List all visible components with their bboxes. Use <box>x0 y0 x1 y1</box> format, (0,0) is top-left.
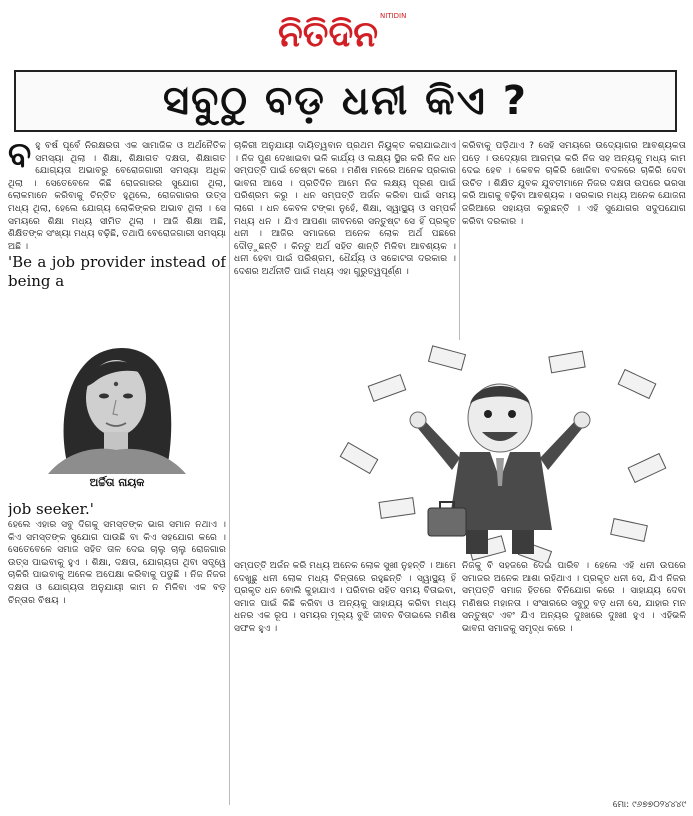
column-divider <box>459 140 460 340</box>
page-headline: ସବୁଠୁ ବଡ଼ ଧନୀ କିଏ ? <box>163 78 528 124</box>
article-text: ଚାକିରୀ ଅନୁଯାୟୀ ଦାୟିତ୍ୱବାନ ପ୍ରଥମ ନିୟୁକ୍ତ କରାଯାଇଥାଏ । ନିଜ ପୁଣ ଦେଖାଇବା ଭଳି କାର୍ଯ୍ୟ ଓ ଲକ୍ଷ୍ୟ ସ୍ଥିର କରି ନିଜ ଧନ ସମ୍ପତ୍ତି ପାଇଁ ଚେଷ୍ଟା କରେ । ମଣିଷ ମନରେ ଅନେକ ପ୍ରକାର ଭାବନା ଆସେ । ପ୍ରତିଦିନ ଆମେ ନିଜ ଲକ୍ଷ୍ୟ ପୂରଣ ପାଇଁ ପରିଶ୍ରମ କରୁ । ଧନ ସମ୍ପତ୍ତି ଅର୍ଜନ କରିବା ପାଇଁ ସମୟ ଲାଗେ । ଧନ କେବଳ ଟଙ୍କା ନୁହେଁ, ଶିକ୍ଷା, ସ୍ୱାସ୍ଥ୍ୟ ଓ ସମ୍ପର୍କ ମଧ୍ୟ ଧନ । ଯିଏ ଆପଣା ଜୀବନରେ ସନ୍ତୁଷ୍ଟ ସେ ହିଁ ପ୍ରକୃତ ଧନୀ । ଆଜିର ସମାଜରେ ଅନେକ ଲୋକ ଅର୍ଥ ପଛରେ ଦୌଡ଼ୁଛନ୍ତି । କିନ୍ତୁ ଅର୍ଥ ସହିତ ଶାନ୍ତି ମିଳିବା ଆବଶ୍ୟକ । ଧନୀ ହେବା ପାଇଁ ପରିଶ୍ରମ, ଧୈର୍ଯ୍ୟ ଓ ସଚ୍ଚୋଟତା ଦରକାର । ଦେଶର ଅର୍ଥନୀତି ପାଇଁ ମଧ୍ୟ ଏହା ଗୁରୁତ୍ୱପୂର୍ଣ୍ଣ । <box>234 140 456 277</box>
logo-small-text: NITIDIN <box>380 12 407 20</box>
nitidin-logo <box>276 6 418 56</box>
author-photo <box>8 326 226 474</box>
english-quote: 'Be a job provider instead of being a <box>8 253 226 291</box>
article-text: ସମ୍ପତ୍ତି ଅର୍ଜନ କରି ମଧ୍ୟ ଅନେକ ଲୋକ ସୁଖୀ ନୁହନ୍ତି । ଆମେ ଦେଖୁଛୁ ଧନୀ ଲୋକ ମଧ୍ୟ ଚିନ୍ତାରେ ରହୁଛନ୍ତି । ସ୍ୱାସ୍ଥ୍ୟ ହିଁ ପ୍ରକୃତ ଧନ ବୋଲି କୁହାଯାଏ । ପରିବାର ସହିତ ସମୟ ବିତାଇବା, ସମାଜ ପାଇଁ କିଛି କରିବା ଓ ଅନ୍ୟକୁ ସାହାଯ୍ୟ କରିବା ମଧ୍ୟ ଧନର ଏକ ରୂପ । ସମୟର ମୂଲ୍ୟ ବୁଝି ଜୀବନ ବିତାଇଲେ ମଣିଷ ସଫଳ ହୁଏ । <box>234 560 456 634</box>
article-text: କରିବାକୁ ପଡ଼ିଥାଏ ? ସେହି ସମୟରେ ଉଦ୍ୟୋଗର ଆବଶ୍ୟକତା ପଡ଼େ । ଉଦ୍ୟୋଗ ଆରମ୍ଭ କରି ନିଜ ସହ ଅନ୍ୟକୁ ମଧ୍ୟ କାମ ଦେଇ ହେବ । କେବଳ ଚାକିରି ଖୋଜିବା ବଦଳରେ ଚାକିରି ଦେବା ଉଚିତ । ଶିକ୍ଷିତ ଯୁବକ ଯୁବତୀମାନେ ନିଜର ଦକ୍ଷତା ଉପରେ ଭରସା କରି ଆଗକୁ ବଢ଼ିବା ଆବଶ୍ୟକ । ସରକାର ମଧ୍ୟ ଅନେକ ଯୋଜନା ଜରିଆରେ ସହାୟତା କରୁଛନ୍ତି । ଏହି ସୁଯୋଗର ସଦୁପଯୋଗ କରିବା ଦରକାର । <box>462 140 686 227</box>
drop-cap: ବ <box>8 140 32 175</box>
masthead <box>0 0 693 64</box>
article-column-1-bottom <box>8 500 226 805</box>
logo-text: ନିତିଦିନ <box>278 14 379 55</box>
article-column-2-bottom <box>234 560 456 810</box>
article-column-1 <box>8 140 226 320</box>
column-divider <box>229 140 230 805</box>
author-contact: ମୋ: ୯୬୭୭୦୨୪୪୪୯ <box>612 800 686 810</box>
article-text: ନିଜକୁ ବି ସହଜରେ ଦେଇ ପାରିବ । ହେଲେ ଏହି ଧନୀ ଉପରେ ସମାଜର ଅନେକ ଆଶା ରହିଥାଏ । ପ୍ରକୃତ ଧନୀ ସେ, ଯିଏ ନିଜର ସମ୍ପତ୍ତି ସମାଜ ହିତରେ ବିନିଯୋଗ କରେ । ସାହାଯ୍ୟ ଦେବା ମଣିଷର ମହାନତା । ସଂସାରରେ ସବୁଠୁ ବଡ଼ ଧନୀ ସେ, ଯାହାର ମନ ସନ୍ତୁଷ୍ଟ ଏବଂ ଯିଏ ଅନ୍ୟର ଦୁଃଖରେ ଦୁଃଖୀ ହୁଏ । ଏହିଭଳି ଭାବନା ସମାଜକୁ ସମୃଦ୍ଧ କରେ । <box>462 560 686 634</box>
article-text: ହେଲେ ଏହାର ସବୁ ଦିଗକୁ ସମସ୍ତଙ୍କ ଭାଗ ସମାନ ନଥାଏ । କିଏ ସମସ୍ତଙ୍କ ସୁଯୋଗ ପାଉଛି ବା କିଏ ସହଯୋଗ କରେ । ସେତେବେଳେ ସମାଜ ସହିତ ତାଳ ଦେଇ ଚାଲୁ ଚାଲୁ ରୋଜଗାର ଉତ୍ସ ପାଇବାକୁ ହୁଏ । ଶିକ୍ଷା, ଦକ୍ଷତା, ଯୋଗ୍ୟତା ଥିବା ସତ୍ତ୍ୱେ ଚାକିରି ପାଇବାକୁ ଅନେକ ଅପେକ୍ଷା କରିବାକୁ ପଡୁଛି । ନିଜ ନିଜର ଦକ୍ଷତା ଓ ଯୋଗ୍ୟତା ଅନୁଯାୟୀ କାମ ନ ମିଳିବା ଏକ ବଡ଼ ଚିନ୍ତାର ବିଷୟ । <box>8 519 226 606</box>
businessman-illustration <box>320 340 680 562</box>
author-caption: ଅର୍ଚ୍ଚିତା ନାୟକ <box>89 476 145 489</box>
headline-box <box>14 70 677 132</box>
article-text: ହୁ ବର୍ଷ ପୂର୍ବେ ନିରକ୍ଷରତା ଏକ ସାମାଜିକ ଓ ଅର୍ଥନୈତିକ ସମସ୍ୟା ଥିଲା । ଶିକ୍ଷା, ଶିକ୍ଷାଗତ ଦକ୍ଷତା, ଶିକ୍ଷାଗତ ଯୋଗ୍ୟତା ଅଭାବରୁ ବେରୋଜଗାରୀ ସମସ୍ୟା ଅଧିକ ଥିଲା । ସେତେବେଳେ କିଛି ରୋଜଗାରର ସୁଯୋଗ ଥିଲା, ଲୋକମାନେ କରିବାକୁ ଚିନ୍ତିତ ହୁଥିଲେ, ରୋଜଗାରର ଉତ୍ସ ମଧ୍ୟ ଥିଲା, ହେଲେ ଯୋଗ୍ୟ ଲୋକିଙ୍କର ଅଭାବ ଥିଲା । ସେ ସମୟରେ ଶିକ୍ଷା ମଧ୍ୟ ସୀମିତ ଥିଲା । ଆଜି ଶିକ୍ଷା ଅଛି, ଶିକ୍ଷିତଙ୍କ ସଂଖ୍ୟା ମଧ୍ୟ ବଢ଼ିଛି, ତଥାପି ବେରୋଜଗାରୀ ସମସ୍ୟା ଅଛି । <box>8 140 226 252</box>
article-column-3-bottom <box>462 560 686 798</box>
english-quote-end: job seeker.' <box>8 500 94 518</box>
article-column-3 <box>462 140 686 350</box>
